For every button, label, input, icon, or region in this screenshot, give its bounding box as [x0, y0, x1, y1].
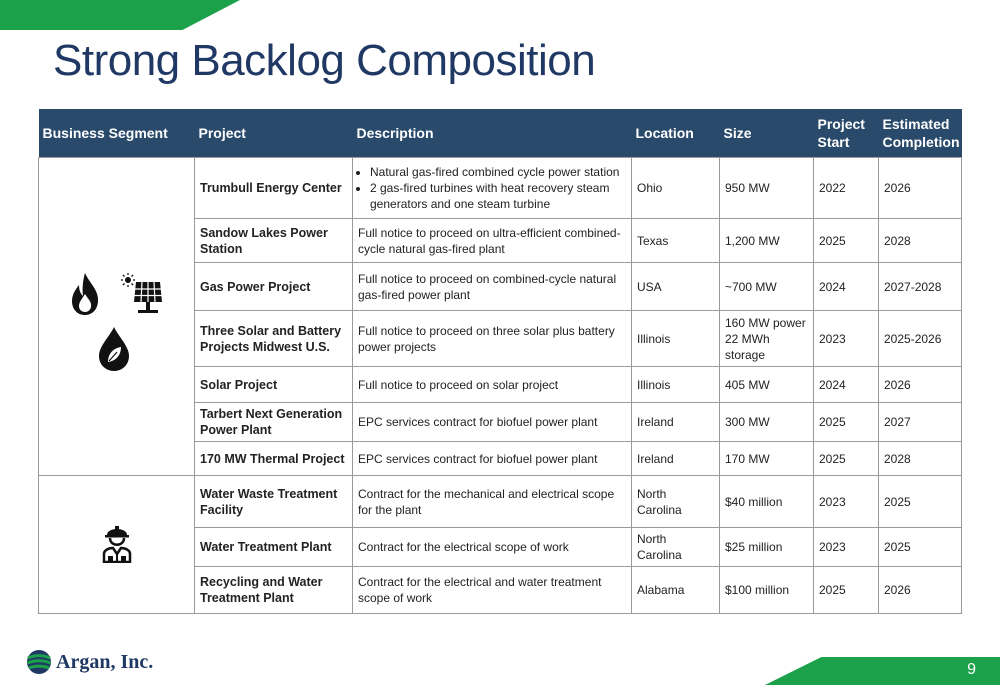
project-size: 300 MW — [720, 403, 814, 442]
project-name: Water Waste Treatment Facility — [195, 476, 353, 528]
project-name: Recycling and Water Treatment Plant — [195, 567, 353, 614]
project-completion: 2028 — [879, 219, 962, 263]
project-start: 2023 — [814, 528, 879, 567]
project-size: 160 MW power 22 MWh storage — [720, 311, 814, 367]
project-description: EPC services contract for biofuel power plant — [353, 403, 632, 442]
project-size: 1,200 MW — [720, 219, 814, 263]
project-size: $40 million — [720, 476, 814, 528]
project-location: Texas — [632, 219, 720, 263]
description-bullet: • 2 gas-fired turbines with heat recovery steam generators and one steam turbine — [370, 180, 626, 212]
project-description: Full notice to proceed on ultra-efficient combined-cycle natural gas-fired plant — [353, 219, 632, 263]
project-completion: 2026 — [879, 158, 962, 219]
project-completion: 2027-2028 — [879, 263, 962, 311]
project-start: 2025 — [814, 567, 879, 614]
project-completion: 2025-2026 — [879, 311, 962, 367]
project-description: Full notice to proceed on solar project — [353, 367, 632, 403]
project-size: 405 MW — [720, 367, 814, 403]
flame-icon — [70, 272, 100, 316]
project-location: Ireland — [632, 403, 720, 442]
project-name: Gas Power Project — [195, 263, 353, 311]
header-business-segment: Business Segment — [39, 109, 195, 158]
header-description: Description — [353, 109, 632, 158]
project-name: Solar Project — [195, 367, 353, 403]
project-location: North Carolina — [632, 528, 720, 567]
project-size: $100 million — [720, 567, 814, 614]
project-size: 170 MW — [720, 442, 814, 476]
worker-icon — [102, 523, 132, 563]
page-title: Strong Backlog Composition — [53, 36, 596, 85]
project-name: Trumbull Energy Center — [195, 158, 353, 219]
project-description: EPC services contract for biofuel power plant — [353, 442, 632, 476]
bottom-accent-stripe — [765, 657, 1000, 685]
project-completion: 2027 — [879, 403, 962, 442]
project-description: Contract for the electrical scope of work — [353, 528, 632, 567]
segment-industrial — [39, 476, 195, 614]
project-completion: 2026 — [879, 367, 962, 403]
project-start: 2023 — [814, 311, 879, 367]
energy-icons — [62, 262, 172, 372]
project-size: $25 million — [720, 528, 814, 567]
page-number: 9 — [967, 661, 976, 678]
project-completion: 2025 — [879, 528, 962, 567]
backlog-table — [38, 109, 962, 614]
logo-text: Argan, Inc. — [56, 650, 154, 673]
project-start: 2024 — [814, 367, 879, 403]
project-name: Three Solar and Battery Projects Midwest U.S. — [195, 311, 353, 367]
project-location: Illinois — [632, 367, 720, 403]
project-start: 2025 — [814, 403, 879, 442]
project-start: 2025 — [814, 442, 879, 476]
project-name: 170 MW Thermal Project — [195, 442, 353, 476]
project-location: North Carolina — [632, 476, 720, 528]
solar-panel-icon — [120, 272, 164, 316]
description-bullet: • Natural gas-fired combined cycle power station — [370, 164, 626, 180]
project-start: 2022 — [814, 158, 879, 219]
project-location: USA — [632, 263, 720, 311]
project-location: Illinois — [632, 311, 720, 367]
project-completion: 2028 — [879, 442, 962, 476]
header-project-start: Project Start — [814, 109, 879, 158]
project-description: Full notice to proceed on three solar plus battery power projects — [353, 311, 632, 367]
project-description: Contract for the mechanical and electrical scope for the plant — [353, 476, 632, 528]
header-project: Project — [195, 109, 353, 158]
header-estimated-completion: Estimated Completion — [879, 109, 962, 158]
header-size: Size — [720, 109, 814, 158]
project-description — [353, 158, 632, 219]
globe-logo-icon — [26, 649, 52, 675]
project-start: 2024 — [814, 263, 879, 311]
project-size: 950 MW — [720, 158, 814, 219]
project-start: 2025 — [814, 219, 879, 263]
segment-energy — [39, 158, 195, 476]
table-row — [39, 158, 962, 219]
table-header-row — [39, 109, 962, 158]
project-location: Ireland — [632, 442, 720, 476]
header-location: Location — [632, 109, 720, 158]
project-description: Full notice to proceed on combined-cycle natural gas-fired power plant — [353, 263, 632, 311]
project-location: Alabama — [632, 567, 720, 614]
project-completion: 2025 — [879, 476, 962, 528]
project-size: ~700 MW — [720, 263, 814, 311]
company-logo — [26, 649, 153, 675]
description-bullets — [358, 164, 626, 212]
top-accent-stripe — [0, 0, 240, 30]
table-row — [39, 476, 962, 528]
project-completion: 2026 — [879, 567, 962, 614]
project-name: Sandow Lakes Power Station — [195, 219, 353, 263]
project-name: Tarbert Next Generation Power Plant — [195, 403, 353, 442]
project-description: Contract for the electrical and water treatment scope of work — [353, 567, 632, 614]
biofuel-drop-icon — [98, 326, 130, 372]
project-start: 2023 — [814, 476, 879, 528]
project-location: Ohio — [632, 158, 720, 219]
project-name: Water Treatment Plant — [195, 528, 353, 567]
